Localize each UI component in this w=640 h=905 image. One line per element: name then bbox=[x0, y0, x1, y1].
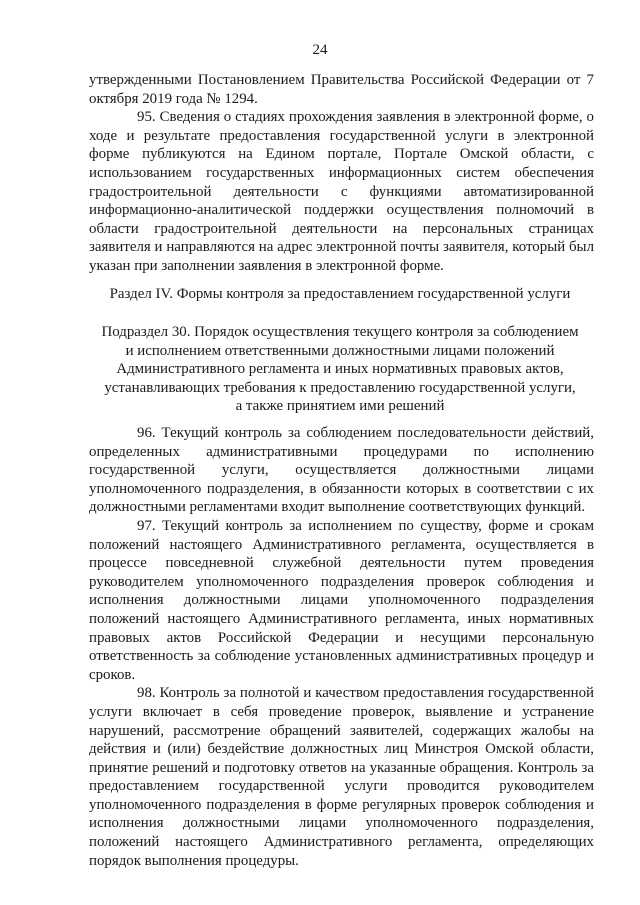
body-text-top bbox=[89, 71, 594, 276]
subsection-heading-line: Административного регламента и иных нормативных правовых актов, bbox=[116, 361, 564, 378]
paragraph-96: 96. Текущий контроль за соблюдением последовательности действий, определенных административными процедурами по исполнению государственной услуги, осуществляется должностными лицами уполномоченного подразделения, в обязанности которых в соответствии с их должностными регламентами входит выполнение соответствующих функций. bbox=[89, 425, 594, 516]
subsection-heading bbox=[60, 323, 620, 416]
body-text-bottom bbox=[89, 424, 594, 870]
subsection-heading-line: а также принятием ими решений bbox=[235, 398, 445, 415]
paragraph-98: 98. Контроль за полнотой и качеством предоставления государственной услуги включает в себя проведение проверок, выявление и устранение нарушений, рассмотрение обращений заявителей, содержащих жалобы на действия и (или) бездействие должностных лиц Минстроя Омской области, принятие решений и подготовку ответов на указанные обращения. Контроль за предоставлением государственной услуги проводится руководителем уполномоченного подразделения в форме регулярных проверок соблюдения и исполнения должностными лицами уполномоченного подразделения, положений настоящего Административного регламента, определяющих порядок выполнения процедуры. bbox=[89, 685, 594, 869]
subsection-heading-line: устанавливающих требования к предоставлению государственной услуги, bbox=[104, 379, 576, 396]
page-number: 24 bbox=[312, 42, 328, 58]
subsection-heading-line: Подраздел 30. Порядок осуществления текущего контроля за соблюдением bbox=[101, 324, 579, 340]
paragraph-97: 97. Текущий контроль за исполнением по существу, форме и срокам положений настоящего Административного регламента, осуществляется в процессе повседневной служебной деятельности путем проведения руководителем уполномоченного подразделения проверок соблюдения и исполнения должностными лицами уполномоченного подразделения положений настоящего Административного регламента, иных нормативных правовых актов Российской Федерации и несущими персональную ответственность за соблюдение установленных административных процедур и сроков. bbox=[89, 517, 594, 683]
subsection-heading-line: и исполнением ответственными должностными лицами положений bbox=[125, 342, 555, 359]
section-heading: Раздел IV. Формы контроля за предоставлением государственной услуги bbox=[109, 286, 571, 302]
paragraph-95: 95. Сведения о стадиях прохождения заявления в электронной форме, о ходе и результате предоставления государственной услуги в электронной форме публикуются на Едином портале, Портале Омской области, с использованием государственных информационных систем обеспечения градостроительной деятельности с функциями автоматизированной информационно-аналитической поддержки осуществления полномочий в области градостроительной деятельности на персональных страницах заявителя и направляются на адрес электронной почты заявителя, который был указан при заполнении заявления в электронной форме. bbox=[89, 109, 594, 274]
continuation-paragraph: утвержденными Постановлением Правительства Российской Федерации от 7 октября 2019 года № 1294. bbox=[89, 72, 594, 107]
